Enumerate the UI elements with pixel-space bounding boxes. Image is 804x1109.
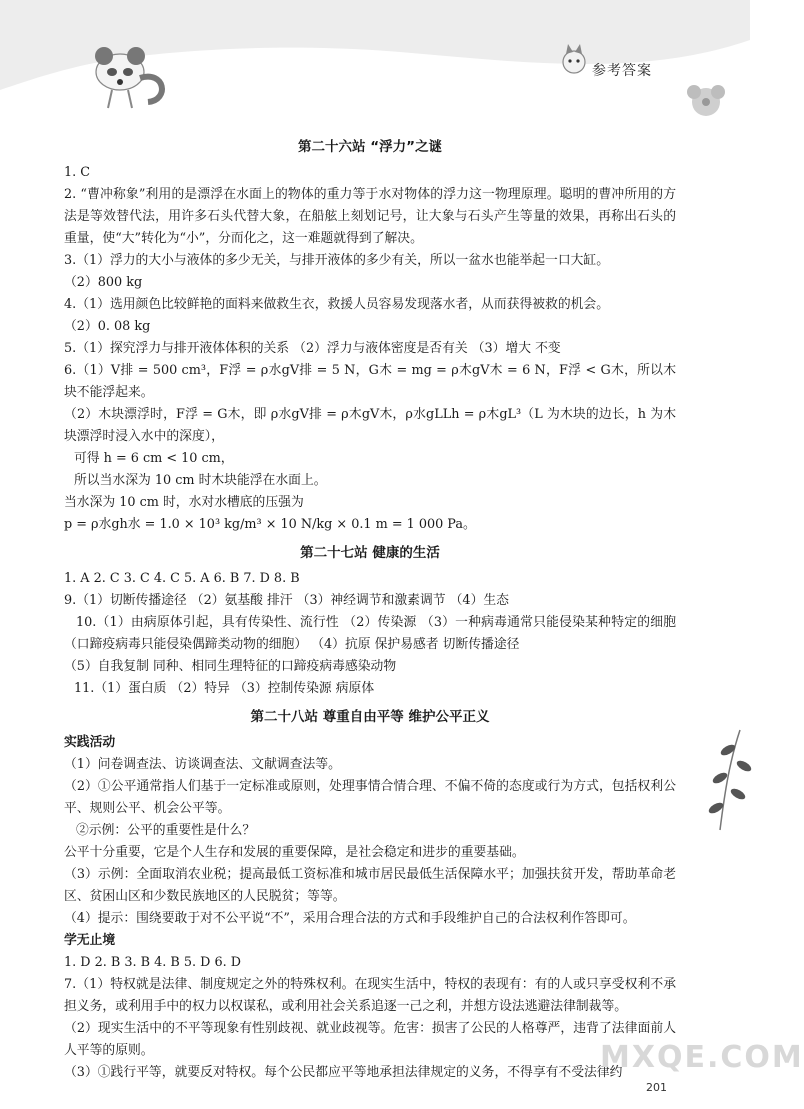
answer-content bbox=[64, 130, 676, 1084]
answer-line: 2. “曹冲称象”利用的是漂浮在水面上的物体的重力等于水对物体的浮力这一物理原理。聪明的曹冲所用的方法是等效替代法，用许多石头代替大象，在船舷上刻划记号，让大象与石头产生等量的效果，再称出石头的重量，使“大”转化为“小”，分而化之，这一难题就得到了解决。 bbox=[64, 187, 676, 246]
answer-line: 10.（1）由病原体引起，具有传染性、流行性 （2）传染源 （3）一种病毒通常只能侵染某种特定的细胞（口蹄疫病毒只能侵染偶蹄类动物的细胞） （4）抗原 保护易感者 切断传播途径 bbox=[64, 615, 676, 652]
answer-line: （2）0. 08 kg bbox=[64, 319, 151, 334]
answer-line: 9.（1）切断传播途径 （2）氨基酸 排汗 （3）神经调节和激素调节 （4）生态 bbox=[64, 593, 509, 608]
page-number: 201 bbox=[646, 1081, 667, 1094]
flower-icon bbox=[687, 85, 725, 116]
answer-line: （2）现实生活中的不平等现象有性别歧视、就业歧视等。危害：损害了公民的人格尊严，违背了法律面前人人平等的原则。 bbox=[64, 1021, 676, 1058]
answer-line: 6.（1）V排 = 500 cm³，F浮 = ρ水gV排 = 5 N，G木 = mg = ρ木gV木 = 6 N，F浮 < G木，所以木块不能浮起来。 bbox=[64, 363, 676, 400]
answer-line: 1. C bbox=[64, 165, 91, 180]
section-title: 第二十六站 “浮力”之谜 bbox=[298, 139, 442, 155]
answer-line: （5）自我复制 同种、相同生理特征的口蹄疫病毒感染动物 bbox=[64, 659, 397, 674]
answer-line: 5.（1）探究浮力与排开液体体积的关系 （2）浮力与液体密度是否有关 （3）增大 不变 bbox=[64, 341, 561, 356]
answer-line: （4）提示：围绕要敢于对不公平说“不”，采用合理合法的方式和手段维护自己的合法权利作答即可。 bbox=[64, 911, 636, 926]
answer-line: 可得 h = 6 cm < 10 cm， bbox=[74, 451, 234, 466]
answer-line: （2）①公平通常指人们基于一定标准或原则，处理事情合情合理、不偏不倚的态度或行为方式，包括权利公平、规则公平、机会公平等。 bbox=[64, 779, 676, 816]
answer-line: ②示例：公平的重要性是什么？ bbox=[76, 823, 256, 838]
answer-line: 1. A 2. C 3. C 4. C 5. A 6. B 7. D 8. B bbox=[64, 571, 300, 586]
section-title: 第二十八站 尊重自由平等 维护公平正义 bbox=[250, 709, 490, 725]
raccoon-icon bbox=[95, 47, 162, 108]
answer-line: （2）木块漂浮时，F浮 = G木，即 ρ水gV排 = ρ木gV木，ρ水gLLh = ρ木gL³（L 为木块的边长，h 为木块漂浮时浸入水中的深度）， bbox=[64, 407, 676, 444]
section-title: 第二十七站 健康的生活 bbox=[300, 545, 440, 561]
answer-line: （3）示例：全面取消农业税；提高最低工资标准和城市居民最低生活保障水平；加强扶贫开发，帮助革命老区、贫困山区和少数民族地区的人民脱贫；等等。 bbox=[64, 867, 676, 904]
subsection-title: 实践活动 bbox=[64, 735, 116, 750]
answer-line: 公平十分重要，它是个人生存和发展的重要保障，是社会稳定和进步的重要基础。 bbox=[64, 845, 525, 860]
answer-line: 4.（1）选用颜色比较鲜艳的面料来做救生衣，救援人员容易发现落水者，从而获得被救的机会。 bbox=[64, 297, 610, 312]
answer-line: p = ρ水gh水 = 1.0 × 10³ kg/m³ × 10 N/kg × 0.1 m = 1 000 Pa。 bbox=[64, 517, 476, 532]
header-title: 参考答案 bbox=[592, 63, 652, 79]
answer-line: （2）800 kg bbox=[64, 275, 143, 290]
subsection-title: 学无止境 bbox=[64, 933, 116, 948]
answer-line: 11.（1）蛋白质 （2）特异 （3）控制传染源 病原体 bbox=[74, 681, 375, 696]
answer-line: 3.（1）浮力的大小与液体的多少无关，与排开液体的多少有关，所以一盆水也能举起一口大缸。 bbox=[64, 253, 610, 268]
answer-line: 1. D 2. B 3. B 4. B 5. D 6. D bbox=[64, 955, 241, 970]
answer-line: （3）①践行平等，就要反对特权。每个公民都应平等地承担法律规定的义务，不得享有不受法律约 bbox=[64, 1065, 623, 1080]
answer-line: （1）问卷调查法、访谈调查法、文献调查法等。 bbox=[64, 757, 341, 772]
answer-line: 所以当水深为 10 cm 时木块能浮在水面上。 bbox=[74, 473, 327, 488]
watermark: MXQE.COM bbox=[600, 1040, 804, 1075]
answer-line: 当水深为 10 cm 时，水对水槽底的压强为 bbox=[64, 495, 304, 510]
page-header bbox=[0, 0, 750, 130]
answer-line: 7.（1）特权就是法律、制度规定之外的特殊权利。在现实生活中，特权的表现有：有的人或只享受权利不承担义务，或利用手中的权力以权谋私，或利用社会关系追逐一己之利，并想方设法逃避法律制裁等。 bbox=[64, 977, 676, 1014]
